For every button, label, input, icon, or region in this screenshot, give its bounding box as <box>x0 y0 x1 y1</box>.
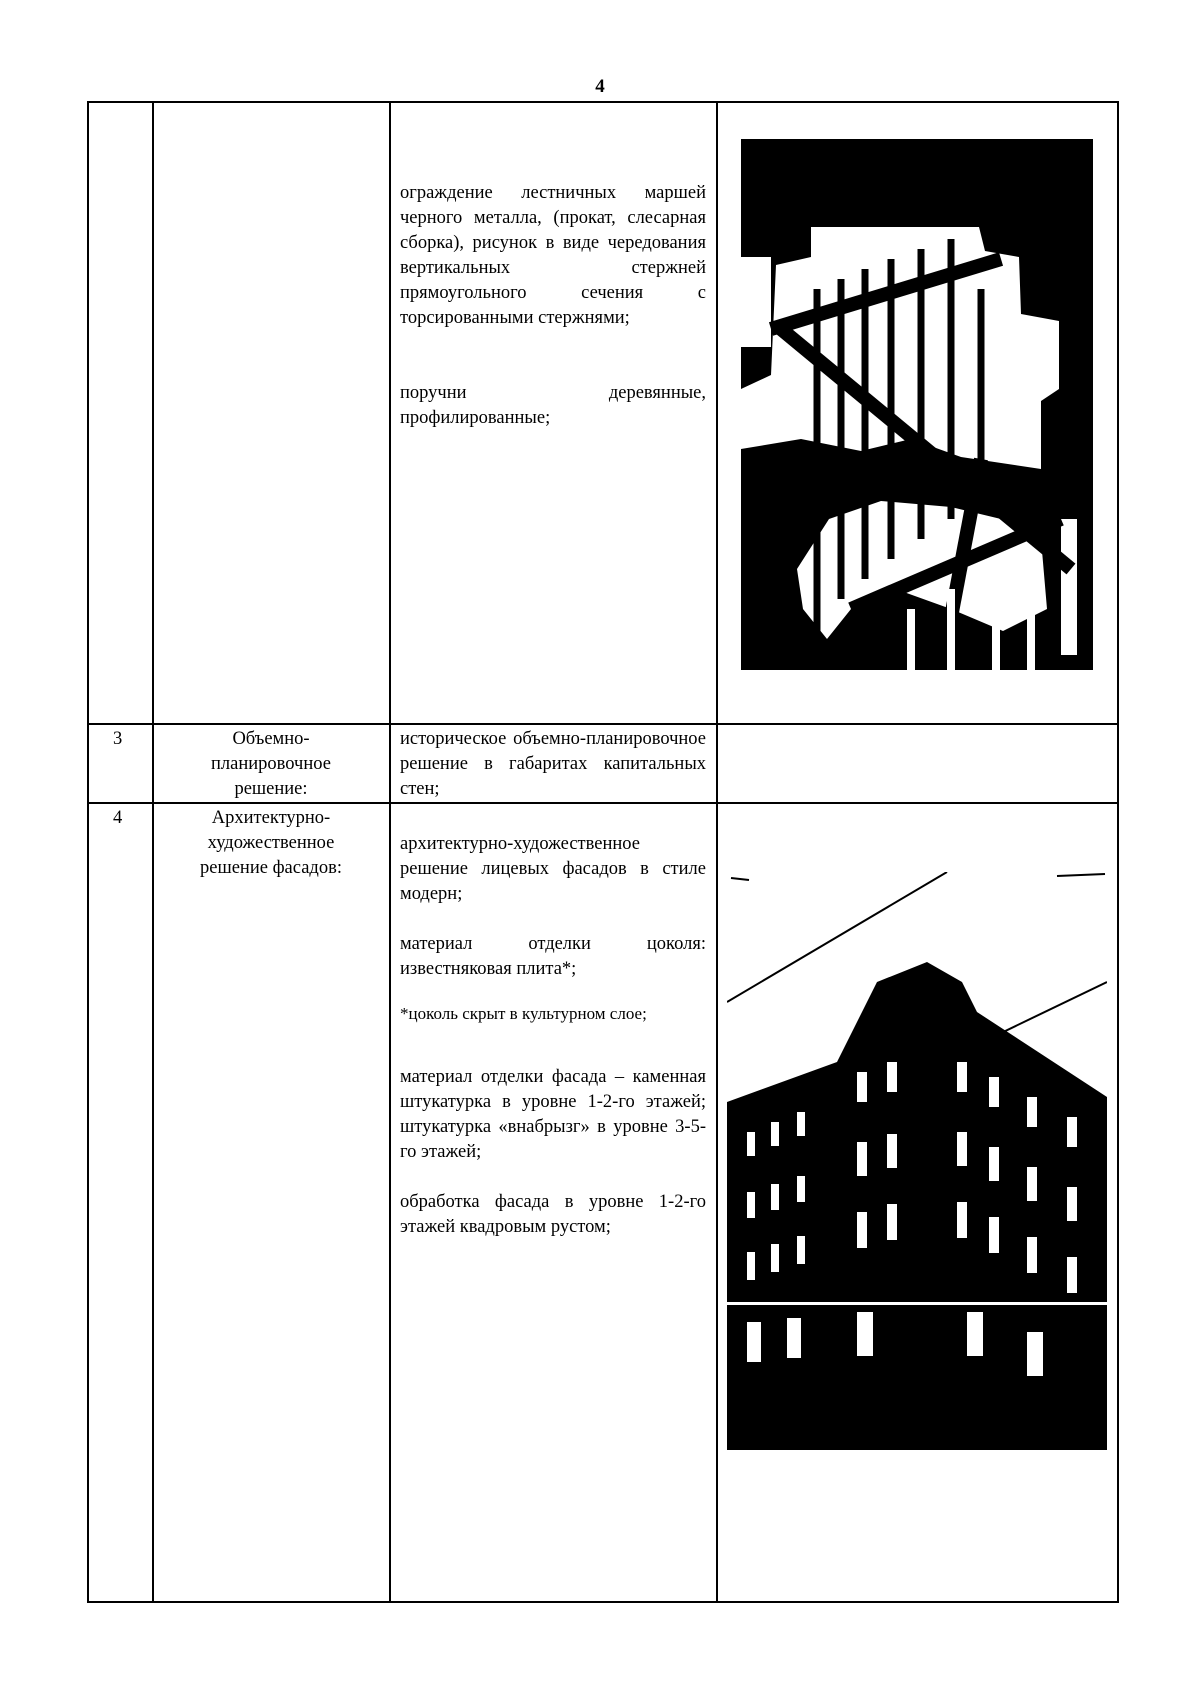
row-title: Объемно-планировочное решение: <box>211 729 331 799</box>
table-border-right <box>1117 101 1119 1602</box>
table-border-left <box>87 101 89 1602</box>
description-paragraph: материал отделки цоколя: известняковая плита*; <box>400 934 706 979</box>
table-border-top <box>87 101 1119 103</box>
cell-description <box>400 181 706 431</box>
description-paragraph: поручни деревянные, профилированные; <box>400 383 706 428</box>
cell-description <box>400 727 706 802</box>
description-paragraph: обработка фасада в уровне 1-2-го этажей квадровым рустом; <box>400 1192 706 1237</box>
description-paragraph: ограждение лестничных маршей черного металла, (прокат, слесарная сборка), рисунок в виде чередования вертикальных стержней прямоугольного сечения с торсированными стержнями; <box>400 183 706 328</box>
table-row-divider <box>87 802 1119 804</box>
description-paragraph: архитектурно-художественное решение лицевых фасадов в стиле модерн; <box>400 834 706 904</box>
page-number: 4 <box>595 76 605 97</box>
row-title: Архитектурно-художественное решение фасадов: <box>200 808 342 878</box>
description-paragraph: историческое объемно-планировочное решение в габаритах капитальных стен; <box>400 729 706 799</box>
footnote-paragraph: *цоколь скрыт в культурном слое; <box>400 1004 647 1023</box>
column-divider <box>389 101 391 1602</box>
table-border-bottom <box>87 1601 1119 1603</box>
description-paragraph: материал отделки фасада – каменная штукатурка в уровне 1-2-го этажей; штукатурка «внабрызг» в уровне 3-5-го этажей; <box>400 1067 706 1162</box>
row-number: 4 <box>113 808 123 828</box>
staircase-railing-photo <box>741 139 1093 670</box>
table-row-divider <box>87 723 1119 725</box>
cell-description <box>400 832 706 1240</box>
column-divider <box>716 101 718 1602</box>
corner-building-facade-photo <box>727 872 1107 1450</box>
column-divider <box>152 101 154 1602</box>
row-number: 3 <box>113 729 123 749</box>
